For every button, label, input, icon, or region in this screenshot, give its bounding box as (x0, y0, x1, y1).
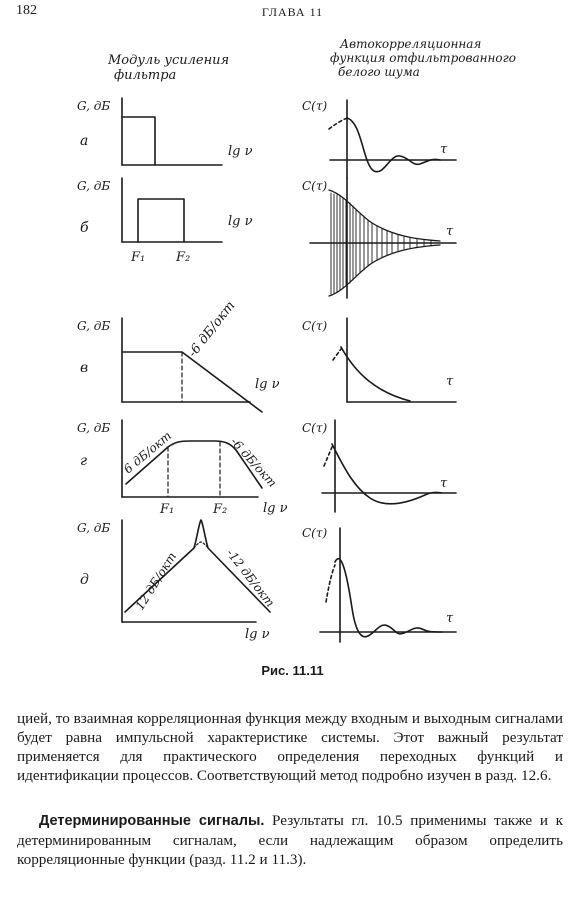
row-v-acf-plot (302, 318, 456, 402)
row-a-acf-ylabel: C(τ) (302, 99, 328, 113)
row-a-xlabel: lg ν (228, 144, 253, 159)
row-g-slope-label-fall: -6 дБ/окт (227, 434, 280, 490)
right-column-title-line2: функция отфильтрованного (330, 51, 516, 65)
row-v-gain-curve (122, 352, 262, 412)
row-a-ylabel: G, дБ (77, 99, 111, 113)
paragraph-2-body: Результаты гл. 10.5 применимы также и к детерминированным сигналам, если надлежащим образом определить корреляционные функции (разд. 11.2 и 11.3). (17, 812, 564, 868)
row-b-tick-f1: F₁ (131, 250, 146, 265)
row-b-acf-ylabel: C(τ) (302, 179, 328, 193)
row-a-acf-curve (347, 118, 440, 172)
row-g-acf-curve (332, 444, 442, 504)
paragraph-2-heading: Детерминированные сигналы. (39, 813, 265, 829)
row-b-acf-xlabel: τ (446, 224, 454, 239)
row-v-ylabel: G, дБ (77, 319, 111, 333)
row-g-acf-ylabel: C(τ) (302, 421, 328, 435)
row-v-letter: в (80, 360, 89, 376)
row-a-acf-xlabel: τ (440, 142, 448, 157)
row-g-xlabel: lg ν (263, 501, 288, 516)
row-b-ylabel: G, дБ (77, 179, 111, 193)
left-column-title-line1: Модуль усиления (108, 53, 230, 68)
row-v-slope-label: -6 дБ/окт (185, 298, 239, 361)
row-d-acf-xlabel: τ (446, 611, 454, 626)
row-g-gain-plot (77, 420, 288, 517)
page-number: 182 (16, 3, 37, 18)
row-d-gain-plot (77, 520, 277, 642)
row-d-acf-curve (335, 559, 442, 637)
row-g-letter: г (80, 453, 88, 469)
row-b-gain-curve (138, 199, 184, 242)
paragraph-2 (17, 811, 563, 869)
row-a-acf-plot (302, 99, 456, 178)
row-d-acf-plot (302, 526, 456, 642)
row-g-acf-plot (302, 420, 456, 512)
row-a-gain-curve (122, 117, 155, 165)
row-b-tick-f2: F₂ (176, 250, 191, 265)
right-column-title-line1: Автокорреляционная (340, 37, 482, 51)
row-d-letter: д (80, 572, 89, 588)
row-v-acf-ylabel: C(τ) (302, 319, 328, 333)
row-b-acf-plot (302, 178, 456, 298)
row-b-gain-plot (77, 178, 253, 265)
row-v-acf-dashed (333, 349, 341, 360)
row-d-ylabel: G, дБ (77, 521, 111, 535)
row-d-slope-label-fall: -12 дБ/окт (223, 546, 278, 610)
row-a-letter: а (80, 133, 89, 149)
chapter-title: ГЛАВА 11 (261, 5, 324, 19)
row-b-xlabel: lg ν (228, 214, 253, 229)
row-d-acf-dashed (326, 565, 335, 602)
row-b-letter: б (80, 220, 89, 236)
row-g-tick-f1: F₁ (160, 502, 175, 517)
row-v-acf-xlabel: τ (446, 374, 454, 389)
right-column-title-line3: белого шума (338, 65, 420, 79)
row-d-slope-label-rise: 12 дБ/окт (132, 549, 180, 613)
paragraph-1: цией, то взаимная корреляционная функция между входным и выходным сигналами будет равна импульсной характеристике системы. Этот важный результат применяется для практического определения переходных функций и идентификации процессов. Соответствующий метод подробно изучен в разд. 12.6. (17, 710, 563, 784)
row-g-acf-xlabel: τ (440, 476, 448, 491)
row-d-acf-ylabel: C(τ) (302, 526, 328, 540)
row-v-acf-curve (341, 347, 410, 401)
row-a-acf-dashed (329, 118, 347, 129)
row-d-xlabel: lg ν (245, 627, 270, 642)
figure-caption: Рис. 11.11 (261, 663, 324, 678)
row-g-acf-dashed (324, 447, 332, 466)
left-column-title-line2: фильтра (114, 68, 177, 83)
row-v-gain-plot (77, 299, 280, 412)
row-a-gain-plot (77, 98, 253, 165)
row-g-ylabel: G, дБ (77, 421, 111, 435)
row-g-tick-f2: F₂ (213, 502, 228, 517)
row-v-xlabel: lg ν (255, 377, 280, 392)
row-g-slope-label-rise: 6 дБ/окт (120, 428, 175, 477)
